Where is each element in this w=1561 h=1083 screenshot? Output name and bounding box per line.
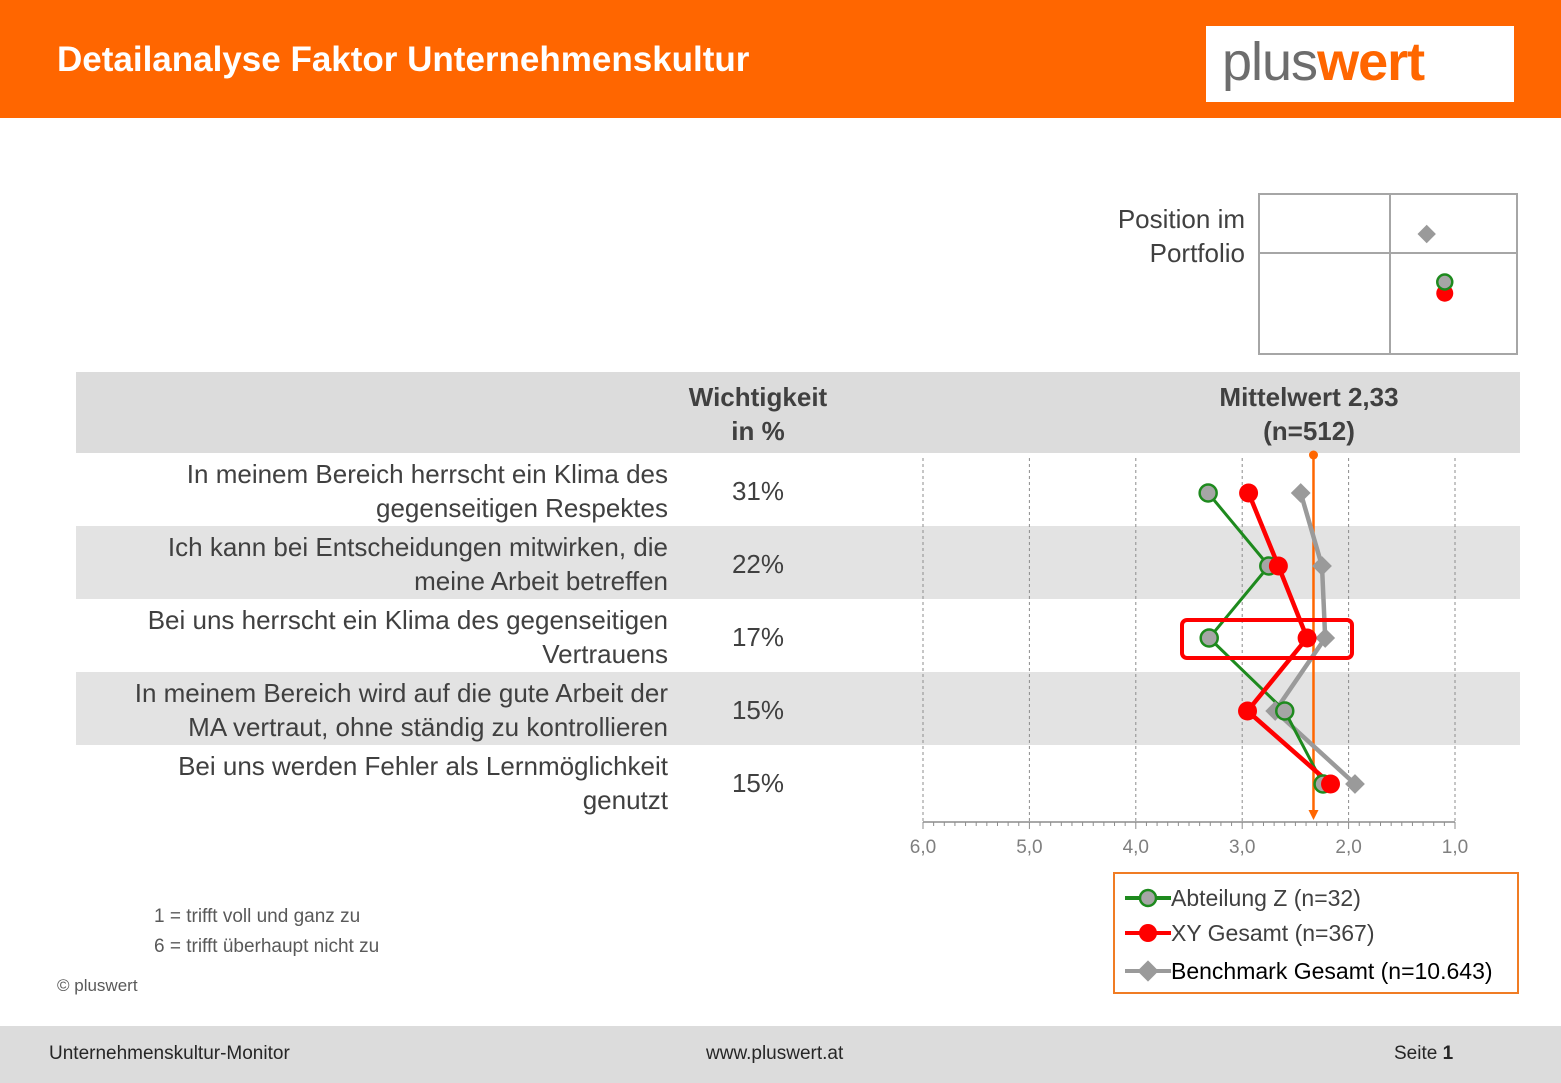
xy-gesamt-point (1321, 775, 1340, 794)
row-label-line: Ich kann bei Entscheidungen mitwirken, die (167, 532, 668, 562)
legend-item-abteilung (1115, 883, 1515, 913)
xy-gesamt-point (1238, 702, 1257, 721)
row-label-line: gegenseitigen Respektes (376, 493, 668, 523)
mean-header-line1: Mittelwert 2,33 (1219, 382, 1399, 412)
scale-note-1: 1 = trifft voll und ganz zu (154, 906, 361, 927)
x-tick-label: 4,0 (1122, 837, 1150, 858)
row-label-line: In meinem Bereich wird auf die gute Arbeit der (134, 678, 668, 708)
benchmark-point (1291, 483, 1311, 503)
abteilung-point (1201, 630, 1218, 647)
row-label-line: Bei uns werden Fehler als Lernmöglichkeit (178, 751, 668, 781)
x-tick-label: 5,0 (1016, 837, 1043, 858)
importance-value: 15% (731, 768, 785, 798)
footer-website: www.pluswert.at (706, 1043, 844, 1064)
logo-wert: wert (1317, 32, 1425, 92)
mean-line-arrow (1308, 810, 1318, 820)
portfolio-label-line1: Position im (1117, 204, 1245, 234)
row-label-line: Bei uns herrscht ein Klima des gegenseitigen (147, 605, 668, 635)
legend-label: Abteilung Z (n=32) (1171, 885, 1361, 911)
row-label-line: Vertrauens (542, 639, 668, 669)
footer-page-number: 1 (1442, 1043, 1454, 1064)
importance-value: 17% (731, 622, 785, 652)
abteilung-point (1276, 703, 1293, 720)
scale-note-6: 6 = trifft überhaupt nicht zu (154, 936, 380, 957)
importance-header-line1: Wichtigkeit (688, 382, 828, 412)
logo-plus: plus (1222, 32, 1318, 92)
footer-product: Unternehmenskultur-Monitor (49, 1043, 290, 1064)
page-title: Detailanalyse Faktor Unternehmenskultur (57, 40, 750, 79)
legend-marker-gray-icon (1123, 956, 1173, 986)
x-tick-label: 2,0 (1335, 837, 1362, 858)
importance-header-line2: in % (731, 416, 785, 446)
row-label-line: genutzt (582, 785, 668, 815)
row-label-line: meine Arbeit betreffen (414, 566, 668, 596)
legend-label: Benchmark Gesamt (n=10.643) (1171, 958, 1493, 984)
legend-label: XY Gesamt (n=367) (1171, 920, 1375, 946)
legend-marker-red-icon (1123, 918, 1173, 948)
x-tick-label: 1,0 (1441, 837, 1469, 858)
abteilung-point (1200, 485, 1217, 502)
legend-item-xy-gesamt (1115, 918, 1515, 948)
xy-gesamt-point (1239, 484, 1258, 503)
mean-line-start-dot (1309, 451, 1318, 460)
copyright: © pluswert (57, 976, 138, 995)
mean-header-line2: (n=512) (1263, 416, 1355, 446)
row-label-line: MA vertraut, ohne ständig zu kontrollieren (188, 712, 668, 742)
legend-marker-green-icon (1123, 883, 1173, 913)
importance-value: 31% (731, 476, 785, 506)
xy-gesamt-point (1298, 629, 1317, 648)
legend-item-benchmark (1115, 956, 1515, 986)
xy-gesamt-point (1269, 557, 1288, 576)
chart-legend (1113, 872, 1519, 994)
importance-value: 15% (731, 695, 785, 725)
x-tick-label: 3,0 (1228, 837, 1256, 858)
row-label-line: In meinem Bereich herrscht ein Klima des (186, 459, 668, 489)
x-tick-label: 6,0 (909, 837, 937, 858)
benchmark-point (1312, 556, 1332, 576)
footer-page (1394, 1043, 1453, 1065)
portfolio-label-line2: Portfolio (1149, 238, 1245, 268)
footer-bar (0, 1026, 1561, 1083)
footer-page-label: Seite (1394, 1043, 1438, 1064)
importance-value: 22% (731, 549, 785, 579)
